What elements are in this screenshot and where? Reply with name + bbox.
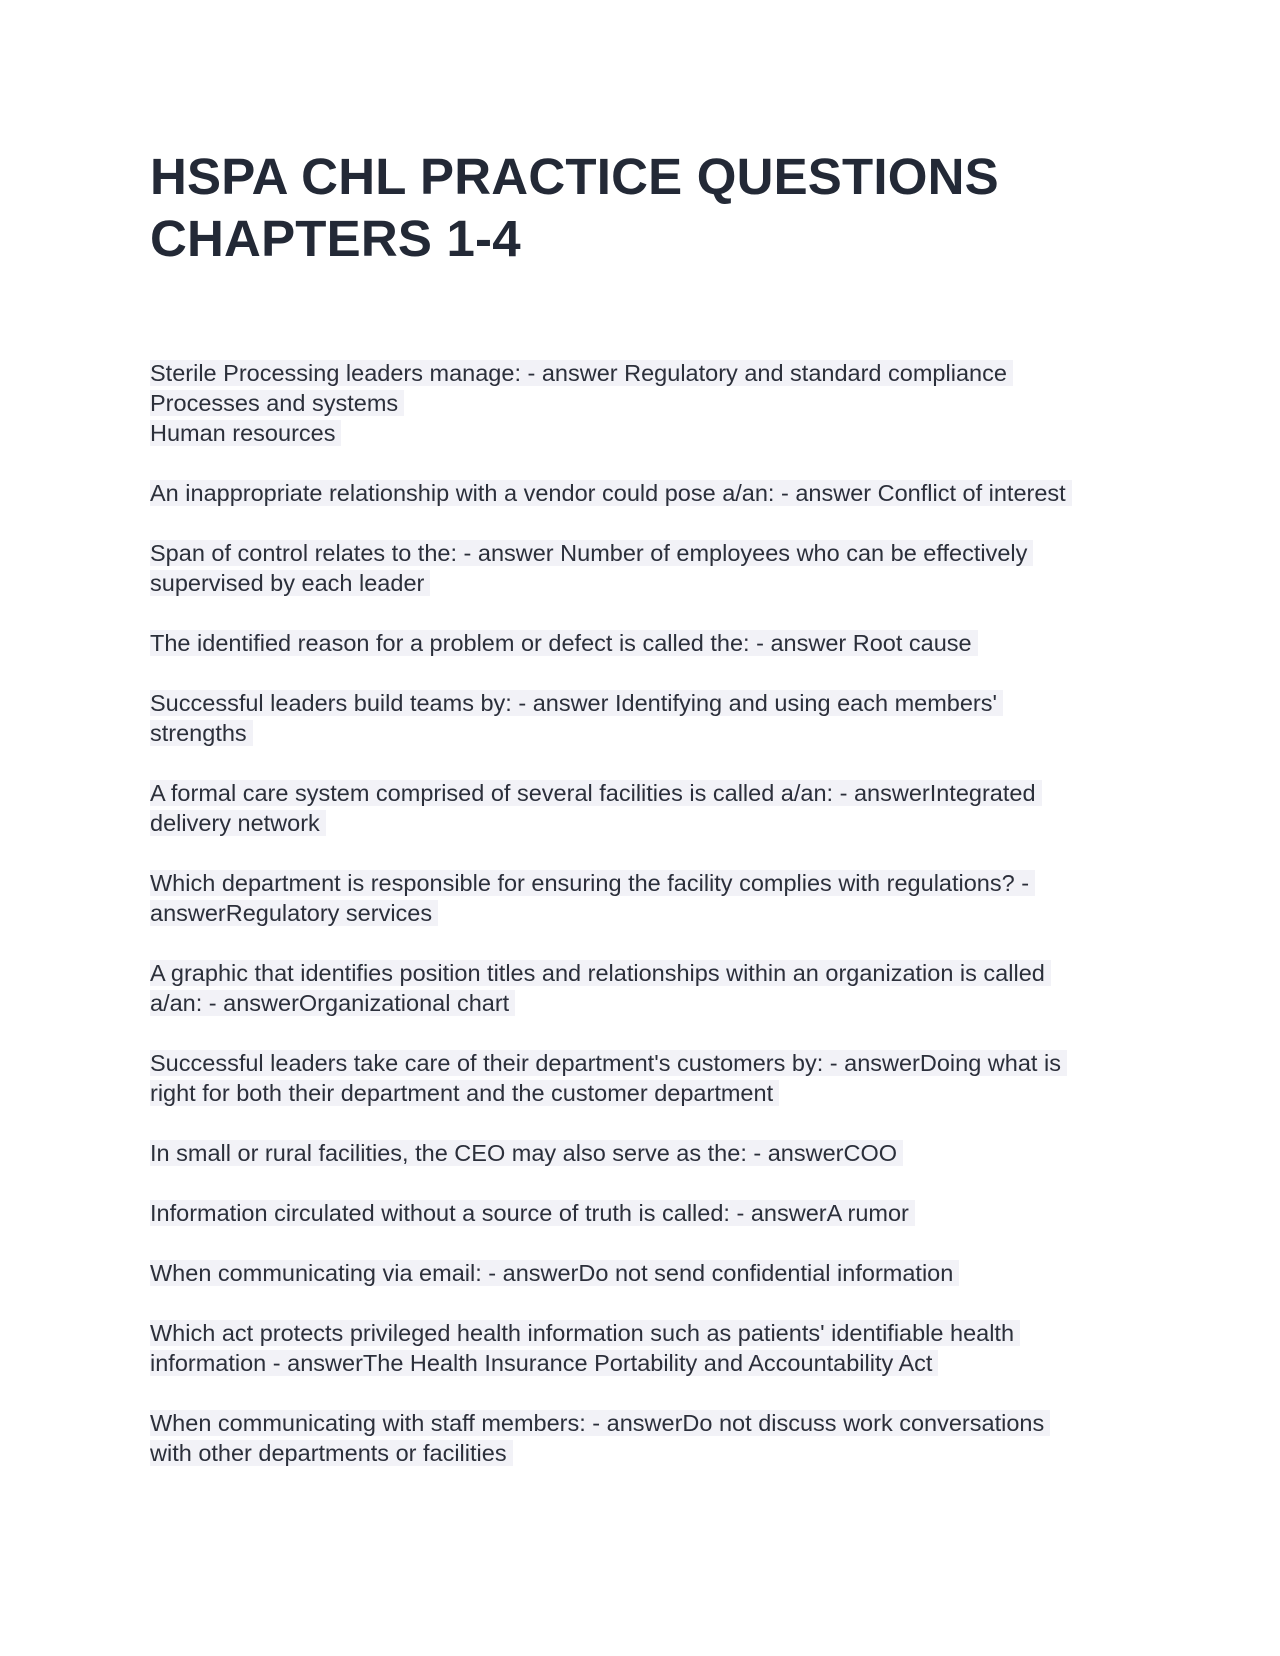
qa-line-text: strengths — [150, 720, 253, 746]
qa-line — [150, 538, 1150, 568]
qa-item — [150, 778, 1150, 838]
qa-line — [150, 988, 1150, 1018]
qa-line — [150, 898, 1150, 928]
title-line: HSPA CHL PRACTICE QUESTIONS — [150, 148, 999, 205]
qa-line — [150, 388, 1150, 418]
qa-line-text: Sterile Processing leaders manage: - answer Regulatory and standard compliance — [150, 360, 1013, 386]
qa-line — [150, 568, 1150, 598]
qa-line — [150, 868, 1150, 898]
qa-item — [150, 868, 1150, 928]
qa-line — [150, 718, 1150, 748]
qa-item — [150, 538, 1150, 598]
qa-item — [150, 1048, 1150, 1108]
qa-item — [150, 1138, 1150, 1168]
qa-line — [150, 688, 1150, 718]
qa-line — [150, 1348, 1150, 1378]
qa-line — [150, 1258, 1150, 1288]
qa-list — [150, 358, 1150, 1498]
qa-line-text: An inappropriate relationship with a vendor could pose a/an: - answer Conflict of interest — [150, 480, 1072, 506]
qa-line-text: A graphic that identifies position titles and relationships within an organization is called — [150, 960, 1051, 986]
qa-item — [150, 478, 1150, 508]
qa-line — [150, 958, 1150, 988]
qa-item — [150, 1198, 1150, 1228]
qa-line-text: Processes and systems — [150, 390, 404, 416]
qa-line — [150, 778, 1150, 808]
qa-item — [150, 958, 1150, 1018]
qa-line — [150, 418, 1150, 448]
qa-line-text: Successful leaders build teams by: - answer Identifying and using each members' — [150, 690, 1003, 716]
qa-line — [150, 478, 1150, 508]
qa-line-text: In small or rural facilities, the CEO may also serve as the: - answerCOO — [150, 1140, 903, 1166]
qa-item — [150, 628, 1150, 658]
qa-line — [150, 1048, 1150, 1078]
qa-line-text: with other departments or facilities — [150, 1440, 513, 1466]
qa-line-text: Successful leaders take care of their department's customers by: - answerDoing what is — [150, 1050, 1067, 1076]
qa-line-text: answerRegulatory services — [150, 900, 438, 926]
qa-line — [150, 358, 1150, 388]
qa-line-text: The identified reason for a problem or defect is called the: - answer Root cause — [150, 630, 978, 656]
title-line: CHAPTERS 1-4 — [150, 210, 521, 267]
qa-line — [150, 1438, 1150, 1468]
qa-item — [150, 358, 1150, 448]
qa-item — [150, 1258, 1150, 1288]
qa-line-text: A formal care system comprised of several facilities is called a/an: - answerIntegrated — [150, 780, 1042, 806]
page-title — [150, 146, 1150, 270]
qa-line-text: Span of control relates to the: - answer Number of employees who can be effectively — [150, 540, 1033, 566]
qa-line-text: When communicating with staff members: - answerDo not discuss work conversations — [150, 1410, 1050, 1436]
qa-line-text: Which act protects privileged health information such as patients' identifiable health — [150, 1320, 1020, 1346]
qa-line-text: When communicating via email: - answerDo not send confidential information — [150, 1260, 959, 1286]
qa-line — [150, 1408, 1150, 1438]
qa-line-text: supervised by each leader — [150, 570, 430, 596]
qa-line — [150, 1078, 1150, 1108]
qa-line — [150, 628, 1150, 658]
qa-line-text: Human resources — [150, 420, 341, 446]
qa-line — [150, 1198, 1150, 1228]
qa-line — [150, 808, 1150, 838]
qa-line — [150, 1138, 1150, 1168]
qa-line — [150, 1318, 1150, 1348]
qa-item — [150, 1408, 1150, 1468]
qa-line-text: Which department is responsible for ensuring the facility complies with regulations? - — [150, 870, 1035, 896]
qa-line-text: Information circulated without a source of truth is called: - answerA rumor — [150, 1200, 915, 1226]
qa-line-text: information - answerThe Health Insurance Portability and Accountability Act — [150, 1350, 938, 1376]
qa-line-text: delivery network — [150, 810, 326, 836]
qa-line-text: a/an: - answerOrganizational chart — [150, 990, 515, 1016]
qa-item — [150, 1318, 1150, 1378]
qa-item — [150, 688, 1150, 748]
qa-line-text: right for both their department and the customer department — [150, 1080, 779, 1106]
